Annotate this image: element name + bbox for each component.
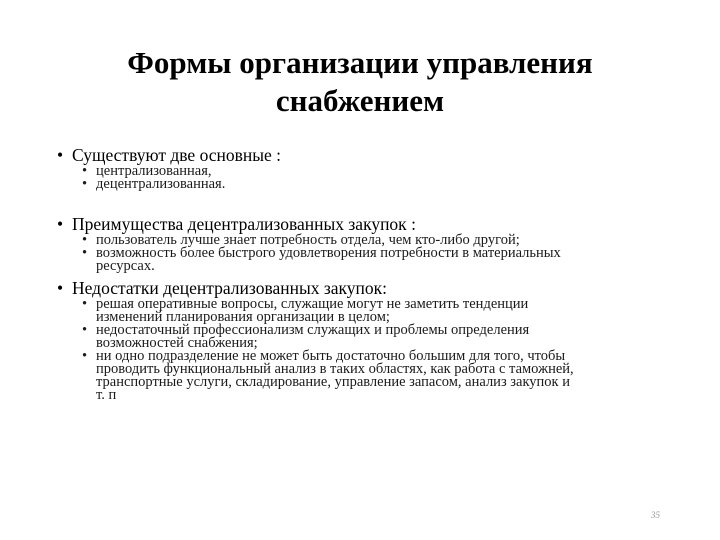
bullet-dot: • bbox=[82, 322, 88, 338]
bullet-dot: • bbox=[57, 145, 64, 165]
slide-title bbox=[40, 44, 680, 120]
bullet-text: Недостатки децентрализованных закупок: bbox=[72, 278, 388, 298]
spacer bbox=[57, 191, 677, 215]
page-number: 35 bbox=[651, 510, 660, 520]
bullet-dot: • bbox=[82, 163, 88, 179]
bullet-dot: • bbox=[82, 232, 88, 248]
title-line-2: снабжением bbox=[275, 83, 445, 118]
bullet-dot: • bbox=[82, 245, 88, 261]
list-item-line: решая оперативные вопросы, служащие могут не заметить тенденции bbox=[96, 296, 529, 312]
list-item bbox=[82, 247, 677, 273]
slide-content bbox=[57, 146, 677, 402]
bullet-dot: • bbox=[82, 176, 88, 192]
list-item-line: возможностей снабжения; bbox=[96, 335, 258, 351]
list-item-line: централизованная, bbox=[96, 163, 212, 179]
list-item-line: пользователь лучше знает потребность отдела, чем кто-либо другой; bbox=[96, 232, 520, 248]
list-item-line: изменений планирования организации в целом; bbox=[96, 309, 390, 325]
list-item bbox=[82, 298, 677, 324]
bullet-main-forms bbox=[57, 146, 677, 164]
bullet-text: Преимущества децентрализованных закупок : bbox=[72, 214, 416, 234]
list-item-line: транспортные услуги, складирование, управление запасом, анализ закупок и bbox=[96, 374, 570, 390]
bullet-dot: • bbox=[82, 296, 88, 312]
list-item bbox=[82, 178, 677, 191]
list-item-line: децентрализованная. bbox=[96, 176, 226, 192]
list-item-line: ресурсах. bbox=[96, 258, 155, 274]
title-line-1: Формы организации управления bbox=[127, 45, 593, 80]
sublist-disadvantages bbox=[82, 298, 677, 402]
bullet-advantages bbox=[57, 215, 677, 233]
sublist-forms bbox=[82, 165, 677, 191]
sublist-advantages bbox=[82, 234, 677, 273]
list-item-line: недостаточный профессионализм служащих и проблемы определения bbox=[96, 322, 530, 338]
bullet-dot: • bbox=[57, 214, 64, 234]
bullet-dot: • bbox=[57, 278, 64, 298]
list-item-line: ни одно подразделение не может быть достаточно большим для того, чтобы bbox=[96, 348, 566, 364]
list-item-line: т. п bbox=[96, 387, 117, 403]
list-item-line: возможность более быстрого удовлетворения потребности в материальных bbox=[96, 245, 561, 261]
list-item bbox=[82, 324, 677, 350]
list-item-line: проводить функциональный анализ в таких областях, как работа с таможней, bbox=[96, 361, 574, 377]
bullet-disadvantages bbox=[57, 279, 677, 297]
list-item bbox=[82, 350, 677, 402]
bullet-dot: • bbox=[82, 348, 88, 364]
bullet-text: Существуют две основные : bbox=[72, 145, 282, 165]
